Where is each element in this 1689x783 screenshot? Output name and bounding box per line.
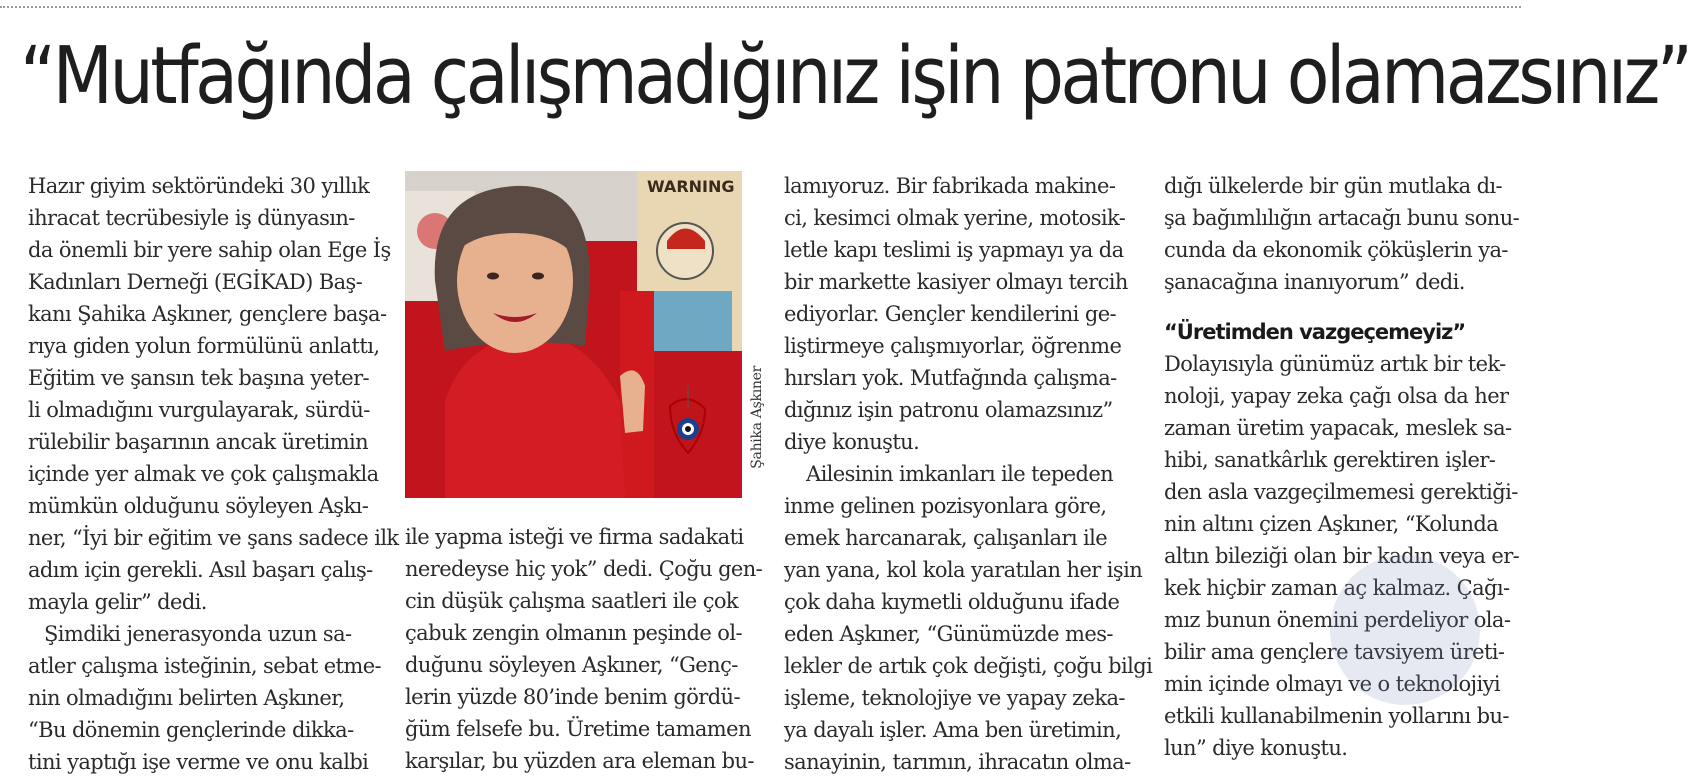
paragraph-line: nin altını çizen Aşkıner, “Kolunda — [1164, 512, 1499, 536]
paragraph-line: li olmadığını vurgulayarak, sürdü- — [28, 398, 370, 422]
paragraph-line: Şimdiki jenerasyonda uzun sa- — [44, 622, 352, 646]
paragraph-line: ile yapma isteği ve firma sadakati — [405, 525, 744, 549]
photo-sign-text: WARNING — [647, 177, 735, 196]
paragraph-line: içinde yer almak ve çok çalışmakla — [28, 462, 379, 486]
portrait-photo — [405, 171, 742, 498]
portrait-illustration — [405, 171, 742, 498]
paragraph-line: letle kapı teslimi iş yapmayı ya da — [784, 238, 1124, 262]
paragraph-line: “Bu dönemin gençlerinde dikka- — [28, 718, 354, 742]
article-column-1 — [28, 170, 399, 778]
paragraph-line: ya dayalı işler. Ama ben üretimin, — [784, 718, 1122, 742]
paragraph-line: dığınız işin patronu olamazsınız” — [784, 398, 1113, 422]
paragraph-line: bir markette kasiyer olmayı tercih — [784, 270, 1128, 294]
paragraph-line: lun” diye konuştu. — [1164, 736, 1348, 760]
paragraph-line: sanayinin, tarımın, ihracatın olma- — [784, 750, 1131, 774]
paragraph-line: işleme, teknolojiye ve yapay zeka- — [784, 686, 1125, 710]
paragraph-line: şanacağına inanıyorum” dedi. — [1164, 270, 1465, 294]
paragraph-line: adım için gerekli. Asıl başarı çalış- — [28, 558, 373, 582]
paragraph-line: lekler de artık çok değişti, çoğu bilgi — [784, 654, 1153, 678]
paragraph-line: atler çalışma isteğinin, sebat etme- — [28, 654, 382, 678]
paragraph-line: Hazır giyim sektöründeki 30 yıllık — [28, 174, 370, 198]
paragraph-line: cunda da ekonomik çöküşlerin ya- — [1164, 238, 1508, 262]
paragraph-line: Dolayısıyla günümüz artık bir tek- — [1164, 352, 1506, 376]
paragraph-line: ğüm felsefe bu. Üretime tamamen — [405, 717, 751, 741]
paragraph-line: lerin yüzde 80’inde benim gördü- — [405, 685, 740, 709]
paragraph-line: çok daha kıymetli olduğunu ifade — [784, 590, 1120, 614]
paragraph-line: Ailesinin imkanları ile tepeden — [806, 462, 1114, 486]
paragraph-line: ci, kesimci olmak yerine, motosik- — [784, 206, 1126, 230]
paragraph-line: ihracat tecrübesiyle iş dünyasın- — [28, 206, 355, 230]
paragraph-line: mayla gelir” dedi. — [28, 590, 207, 614]
paragraph-line: bilir ama gençlere tavsiyem üreti- — [1164, 640, 1505, 664]
paragraph-line: yan yana, kol kola yaratılan her işin — [784, 558, 1143, 582]
paragraph-line: çabuk zengin olmanın peşinde ol- — [405, 621, 742, 645]
paragraph-line: eden Aşkıner, “Günümüzde mes- — [784, 622, 1113, 646]
section-subheading: “Üretimden vazgeçemeyiz” — [1164, 320, 1466, 344]
paragraph-line: tini yaptığı işe verme ve onu kalbi — [28, 750, 369, 774]
paragraph-line: ner, “İyi bir eğitim ve şans sadece ilk — [28, 526, 399, 550]
paragraph-line: kanı Şahika Aşkıner, gençlere başa- — [28, 302, 387, 326]
paragraph-line: diye konuştu. — [784, 430, 920, 454]
paragraph-line: mümkün olduğunu söyleyen Aşkı- — [28, 494, 369, 518]
paragraph-line: etkili kullanabilmenin yollarını bu- — [1164, 704, 1509, 728]
paragraph-line: min içinde olmayı ve o teknolojiyi — [1164, 672, 1500, 696]
paragraph-line: lamıyoruz. Bir fabrikada makine- — [784, 174, 1116, 198]
paragraph-line: emek harcanarak, çalışanları ile — [784, 526, 1108, 550]
paragraph-line: dığı ülkelerde bir gün mutlaka dı- — [1164, 174, 1503, 198]
watermark-logo — [1330, 555, 1480, 705]
paragraph-line: den asla vazgeçilmemesi gerektiği- — [1164, 480, 1518, 504]
paragraph-line: karşılar, bu yüzden ara eleman bu- — [405, 749, 754, 773]
paragraph-line: ediyorlar. Gençler kendilerini ge- — [784, 302, 1117, 326]
paragraph-line: rülebilir başarının ancak üretimin — [28, 430, 369, 454]
paragraph-line: altın bileziği olan bir kadın veya er- — [1164, 544, 1520, 568]
paragraph-line: da önemli bir yere sahip olan Ege İş — [28, 238, 391, 262]
paragraph-line: şa bağımlılığın artacağı bunu sonu- — [1164, 206, 1520, 230]
paragraph-line: Eğitim ve şansın tek başına yeter- — [28, 366, 370, 390]
paragraph-line: hibi, sanatkârlık gerektiren işler- — [1164, 448, 1496, 472]
article-column-3 — [784, 170, 1153, 778]
paragraph-line: zaman üretim yapacak, meslek sa- — [1164, 416, 1512, 440]
paragraph-line: Kadınları Derneği (EGİKAD) Baş- — [28, 270, 363, 294]
top-dotted-rule — [0, 6, 1521, 8]
paragraph-line: inme gelinen pozisyonlara göre, — [784, 494, 1107, 518]
paragraph-line: kek hiçbir zaman aç kalmaz. Çağı- — [1164, 576, 1510, 600]
article-column-2 — [405, 521, 763, 777]
paragraph-line: cin düşük çalışma saatleri ile çok — [405, 589, 739, 613]
headline: “Mutfağında çalışmadığınız işin patronu olamazsınız” — [20, 30, 1689, 122]
paragraph-line: nin olmadığını belirten Aşkıner, — [28, 686, 345, 710]
paragraph-line: rıya giden yolun formülünü anlattı, — [28, 334, 380, 358]
paragraph-line: noloji, yapay zeka çağı olsa da her — [1164, 384, 1509, 408]
paragraph-line: liştirmeye çalışmıyorlar, öğrenme — [784, 334, 1122, 358]
paragraph-line: neredeyse hiç yok” dedi. Çoğu gen- — [405, 557, 763, 581]
paragraph-line: hırsları yok. Mutfağında çalışma- — [784, 366, 1117, 390]
paragraph-line: duğunu söyleyen Aşkıner, “Genç- — [405, 653, 738, 677]
paragraph-line: mız bunun önemini perdeliyor ola- — [1164, 608, 1511, 632]
photo-credit: Şahika Aşkıner — [749, 366, 765, 469]
